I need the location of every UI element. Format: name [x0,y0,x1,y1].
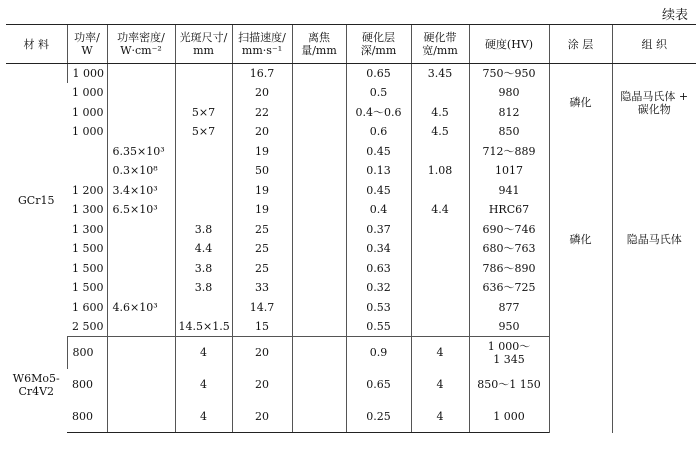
defocus-cell [292,181,346,201]
hardness-cell: 941 [469,181,549,201]
header-speed: 扫描速度/ mm·s⁻¹ [232,25,292,64]
depth-cell: 0.65 [346,369,411,401]
width-cell [411,142,469,162]
width-cell [411,298,469,318]
power-cell: 1 500 [72,261,104,275]
density-cell: 4.6×10³ [107,298,175,318]
hardness-cell: 850～1 150 [469,369,549,401]
table-caption: 续表 [661,8,688,23]
defocus-cell [292,64,346,84]
speed-cell: 20 [232,401,292,433]
hardness-cell: 690～746 [469,220,549,240]
density-cell [107,369,175,401]
width-cell: 4.5 [411,103,469,123]
hardness-cell: HRC67 [469,200,549,220]
header-power: 功率/ W [67,25,107,64]
hardness-cell: 850 [469,122,549,142]
defocus-cell [292,83,346,103]
hardness-cell: 712～889 [469,142,549,162]
depth-cell: 0.63 [346,259,411,279]
defocus-cell [292,337,346,369]
power-cell: 1 500 [72,281,104,295]
hardness-cell: 1 000 [469,401,549,433]
spot-cell: 4 [175,401,232,433]
defocus-cell [292,401,346,433]
density-cell: 0.3×10⁸ [107,161,175,181]
density-cell: 6.35×10³ [107,142,175,162]
spot-cell [175,161,232,181]
hardness-cell: 1 000～ 1 345 [469,337,549,369]
density-cell [107,259,175,279]
defocus-cell [292,122,346,142]
speed-cell: 19 [232,142,292,162]
defocus-cell [292,103,346,123]
depth-cell: 0.5 [346,83,411,103]
density-cell [107,122,175,142]
width-cell: 1.08 [411,161,469,181]
spot-cell: 4 [175,369,232,401]
header-hardness: 硬度(HV) [469,25,549,64]
power-cell: 1 600 [72,300,104,314]
hardness-cell: 812 [469,103,549,123]
coating-cell [549,337,612,433]
depth-cell: 0.4 [346,200,411,220]
defocus-cell [292,278,346,298]
speed-cell: 20 [232,369,292,401]
depth-cell: 0.45 [346,181,411,201]
power-cell: 1 300 [72,222,104,236]
power-cell [67,161,107,181]
spot-cell [175,142,232,162]
density-cell [107,337,175,369]
header-material: 材 料 [6,25,67,64]
depth-cell: 0.55 [346,317,411,337]
depth-cell: 0.32 [346,278,411,298]
table-row [6,337,696,369]
power-cell: 1 000 [72,105,104,119]
laser-hardening-table [6,24,696,433]
width-cell [411,317,469,337]
speed-cell: 20 [232,337,292,369]
spot-cell: 3.8 [175,278,232,298]
depth-cell: 0.45 [346,142,411,162]
spot-cell [175,83,232,103]
power-cell: 800 [67,337,107,369]
depth-cell: 0.65 [346,64,411,84]
depth-cell: 0.37 [346,220,411,240]
width-cell [411,278,469,298]
power-cell [67,142,107,162]
spot-cell [175,200,232,220]
header-width: 硬化带 宽/mm [411,25,469,64]
spot-cell [175,181,232,201]
hardness-cell: 636～725 [469,278,549,298]
defocus-cell [292,259,346,279]
width-cell [411,259,469,279]
density-cell [107,317,175,337]
power-cell: 800 [67,401,107,433]
speed-cell: 15 [232,317,292,337]
speed-cell: 20 [232,83,292,103]
speed-cell: 25 [232,239,292,259]
depth-cell: 0.6 [346,122,411,142]
power-cell: 1 200 [72,183,104,197]
power-cell: 1 000 [72,86,104,100]
depth-cell: 0.34 [346,239,411,259]
group-gcr15 [6,64,696,337]
width-cell: 4 [411,369,469,401]
width-cell [411,239,469,259]
defocus-cell [292,142,346,162]
group-w6mo5cr4v2 [6,337,696,433]
depth-cell: 0.9 [346,337,411,369]
spot-cell: 5×7 [175,103,232,123]
density-cell [107,83,175,103]
spot-cell: 4.4 [175,239,232,259]
density-cell [107,239,175,259]
spot-cell: 3.8 [175,220,232,240]
density-cell [107,64,175,84]
power-cell: 1 500 [72,242,104,256]
spot-cell: 3.8 [175,259,232,279]
structure-cell [612,337,696,433]
header-defocus: 离焦 量/mm [292,25,346,64]
coating-cell: 磷化 [549,142,612,337]
defocus-cell [292,161,346,181]
depth-cell: 0.4～0.6 [346,103,411,123]
header-coating: 涂 层 [549,25,612,64]
header-row [6,25,696,64]
hardness-cell: 950 [469,317,549,337]
hardness-cell: 680～763 [469,239,549,259]
width-cell [411,83,469,103]
density-cell [107,220,175,240]
defocus-cell [292,239,346,259]
density-cell [107,401,175,433]
header-depth: 硬化层 深/mm [346,25,411,64]
defocus-cell [292,369,346,401]
power-cell: 800 [72,378,93,391]
speed-cell: 25 [232,220,292,240]
width-cell: 4.5 [411,122,469,142]
coating-cell: 磷化 [549,64,612,142]
density-cell [107,103,175,123]
hardness-cell: 980 [469,83,549,103]
defocus-cell [292,200,346,220]
header-density: 功率密度/ W·cm⁻² [107,25,175,64]
material-cell: GCr15 [18,193,55,207]
spot-cell [175,298,232,318]
structure-cell: 隐晶马氏体 + 碳化物 [612,64,696,142]
width-cell [411,220,469,240]
defocus-cell [292,317,346,337]
depth-cell: 0.53 [346,298,411,318]
speed-cell: 19 [232,200,292,220]
speed-cell: 16.7 [232,64,292,84]
table-row [6,142,696,162]
density-cell [107,278,175,298]
depth-cell: 0.25 [346,401,411,433]
header-structure: 组 织 [612,25,696,64]
density-cell: 3.4×10³ [107,181,175,201]
speed-cell: 22 [232,103,292,123]
width-cell: 4 [411,401,469,433]
speed-cell: 25 [232,259,292,279]
speed-cell: 19 [232,181,292,201]
structure-cell: 隐晶马氏体 [612,142,696,337]
defocus-cell [292,220,346,240]
width-cell: 4.4 [411,200,469,220]
power-cell: 1 300 [72,203,104,217]
depth-cell: 0.13 [346,161,411,181]
table-row [6,64,696,84]
width-cell [411,181,469,201]
density-cell: 6.5×10³ [107,200,175,220]
speed-cell: 20 [232,122,292,142]
spot-cell [175,64,232,84]
power-cell: 1 000 [72,125,104,139]
material-cell: W6Mo5- Cr4V2 [12,371,60,398]
width-cell: 4 [411,337,469,369]
speed-cell: 14.7 [232,298,292,318]
speed-cell: 50 [232,161,292,181]
defocus-cell [292,298,346,318]
hardness-cell: 877 [469,298,549,318]
spot-cell: 5×7 [175,122,232,142]
power-cell: 2 500 [67,317,107,337]
hardness-cell: 750～950 [469,64,549,84]
speed-cell: 33 [232,278,292,298]
hardness-cell: 1017 [469,161,549,181]
power-cell: 1 000 [67,64,107,84]
header-spot: 光斑尺寸/ mm [175,25,232,64]
width-cell: 3.45 [411,64,469,84]
spot-cell: 4 [175,337,232,369]
hardness-cell: 786～890 [469,259,549,279]
spot-cell: 14.5×1.5 [175,317,232,337]
